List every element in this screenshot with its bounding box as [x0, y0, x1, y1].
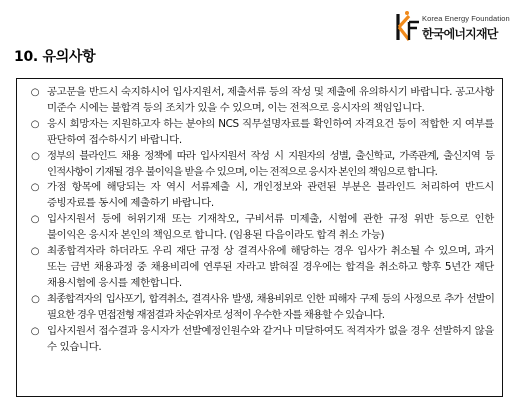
notice-item [27, 117, 494, 149]
bullet-circle-icon: ○ [31, 150, 39, 162]
notice-text: 공고문을 반드시 숙지하시어 입사지원서, 제출서류 등의 작성 및 제출에 유의하시기 바랍니다. 공고사항 미준수 시에는 불합격 등의 조치가 있을 수 있으며, 이는 전적으로 응시자의 책임입니다. [47, 86, 494, 114]
notice-text: 응시 희망자는 지원하고자 하는 분야의 NCS 직무설명자료를 확인하여 자격요건 등이 적합한 지 여부를 판단하여 접수하시기 바랍니다. [47, 117, 494, 146]
logo-korean-name: 한국에너지재단 [422, 27, 498, 41]
notice-box [16, 78, 503, 397]
bullet-circle-icon: ○ [30, 87, 40, 98]
section-title: 10. 유의사항 [14, 49, 96, 65]
notice-item [27, 149, 494, 181]
notice-item [27, 212, 494, 244]
korea-energy-foundation-logo [392, 8, 510, 48]
bullet-circle-icon: ○ [30, 118, 40, 130]
notice-text: 최종합격자의 입사포기, 합격취소, 결격사유 발생, 채용비위로 인한 피해자 구제 등의 사정으로 추가 선발이 필요한 경우 면접전형 재점결과 차순위자로 성적이 우수한 자를 채용할 수 있습니다. [47, 292, 494, 321]
bullet-circle-icon: ○ [30, 182, 40, 194]
notice-list [27, 85, 494, 355]
notice-item [27, 180, 494, 212]
bullet-circle-icon: ○ [30, 246, 40, 258]
notice-text: 최종합격자라 하더라도 우리 재단 규정 상 결격사유에 해당하는 경우 입사가 취소될 수 있으며, 과거 또는 금번 채용과정 중 채용비리에 연루된 자라고 밝혀질 경우에는 합격을 취소하고 향후 5년간 재단 채용시험에 응시를 제한합니다. [47, 245, 494, 289]
logo-english-name: Korea Energy Foundation [422, 14, 510, 23]
notice-item [27, 292, 494, 324]
notice-text: 정부의 블라인드 채용 정책에 따라 입사지원서 작성 시 지원자의 성별, 출신학교, 가족관계, 출신지역 등 인적사항이 기재될 경우 불이익을 받을 수 있으며, 이는 전적으로 응시자 본인의 책임으로 합니다. [47, 149, 494, 178]
bullet-circle-icon: ○ [31, 293, 39, 305]
notice-item [27, 85, 494, 117]
bullet-circle-icon: ○ [30, 325, 40, 337]
notice-text: 입사지원서 등에 허위기재 또는 기재착오, 구비서류 미제출, 시험에 관한 규정 위반 등으로 인한 불이익은 응시자 본인의 책임으로 합니다. (임용된 다음이라도 합격 취소 가능) [47, 213, 494, 242]
kef-logo-mark-icon [392, 10, 422, 44]
notice-item [27, 244, 494, 292]
notice-text: 가점 항목에 해당되는 자 역시 서류제출 시, 개인정보와 관련된 부분은 블라인드 처리하여 반드시 증빙자료를 동시에 제출하기 바랍니다. [47, 181, 494, 210]
bullet-circle-icon: ○ [30, 214, 40, 226]
notice-text: 입사지원서 접수결과 응시자가 선발예정인원수와 같거나 미달하여도 적격자가 없을 경우 선발하지 않을 수 있습니다. [47, 324, 494, 353]
notice-item [27, 324, 494, 356]
